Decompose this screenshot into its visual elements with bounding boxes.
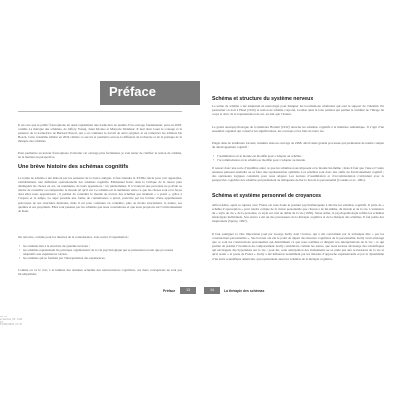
history-paragraph-2: On retrouve, comme pour les théories de la connaissance, trois sortes d’organisation :	[18, 235, 130, 239]
right-page	[200, 0, 400, 400]
paragraph-6: Il faut souligner la vibe importante joué par George Kelly dont l’œuvre, qui a été concrétisée par la technique dite « par les constructions personnelles ». Ses travaux ont été le point de départ des théories cognitives de la personnalité. Kelly avait envisagé que ce sont les constructions personnelles qui déterminent ce que nous sommes et dirigent nos interprétations de la vie ; ce qui permet de prédire l’évolution du comportement. Kelly considérait, comme les autres, que nous serions davantage des scientifiques qui envisagent des hypothèses sur la vie ; pour lui, cette anticipation des événements ne se prête pas aux accusations de la vie et qu’il serait « le poète de Freud ». Kelly a été influencé notamment par les théories d’approche expériencielle et par le dynamisme d’un autre scientifique américain, qui représentent aussi les schémas de la thérapie cognitive.	[212, 232, 384, 261]
history-paragraph: Le terme de schéma a été élaboré par les penseurs de la Grèce antique, il faut attendre le XVIIIe siècle pour voir apparaître, véritablement, une définition opérationnelle des schémas cognitifs. Emmanuel Kant, dans la Critique de la raison pure distinguait les choses en soi, ou noumènes, de leurs apparences : les phénomènes. Il n’avançait que personne ne pouvait se rendre de connaître ou comprendre le monde tel qu’il est. Le schéma est le médiateur entre ce que les choses sont et la façon dont elles nous apparaissent ; il permet de connaître le monde au travers des schémas qui résultent « a priori », grâce à l’espace et le temps. Le sujet possède une forme de connaissance a priori, prescrite par les formes d’une appréhension préconçue de ses structures mentales, mais il est pour continuer en connaître, plus ou moins exactement, la nature, ses qualités et ses propriétés. Elles sont pensées par les schémas que nous construisons et que nous projetons sur l’environnement de Kant.	[18, 176, 182, 213]
piaget-bullet-list	[212, 154, 384, 162]
page-title: Préface	[109, 84, 156, 99]
history-paragraph-3: Comme on va le voir, à la lumière des données actuelles des neurosciences cognitives, ces deux conceptions ne sont pas incompatibles.	[18, 268, 182, 277]
page-number: 13	[180, 287, 196, 294]
list-item: • les schémas qui se forment par l’interprétation des expériences.	[18, 256, 182, 260]
history-bullet-list	[18, 244, 182, 260]
binder-line: de la sciences_03.indd 13	[0, 316, 23, 324]
running-head: Préface	[163, 289, 176, 293]
list-item: • l’assimilation où le monde est modifié pour s’adapter au schéma ;	[212, 154, 384, 158]
paragraph-1: Le terme de schéma a été emprunté en neurologie pour désigner les localisations cérébrales qui sont le support de l’identité. En particulier on doit à Head (1910) la notion de schéma corporel, localisé dans le lobe pariétal qui permet la stabilité de l’image du corps et donc de la représentation de soi, en tant que l’auteur.	[212, 104, 384, 117]
list-item: • l’accommodation où le schéma se modifie pour s’adapter au monde.	[212, 158, 384, 162]
section-heading-beliefs: Schéma et système personnel de croyances	[212, 193, 321, 199]
section-heading-structure: Schéma et structure du système nerveux	[212, 96, 314, 102]
intro-paragraph: Il est rare que le public francophone ait aussi rapidement une traduction de qualité d’un ouvrage fondamental, paru en 2003, comme La thérapie des schémas, de Jeffrey Young, Janet Klosko et Marjorie Weishaar. Il faut donc louer le courage et la patience de la traductrice de Bernard Pascal, qui a su continuer le travail de suivi original, et en remercier les éditions De Boeck. Cette troisième édition en 2024 célèbre ce succès et permettra encore la diffusion de la théorie et de la pratique de la thérapie des schémas.	[18, 123, 182, 144]
page-number: 14	[204, 287, 220, 294]
paragraph-3: Piaget dans de nombreux travaux, résumés dans un ouvrage de 1968, décrit deux grands processus qui permettent de rendre compte du développement cognitif :	[212, 141, 384, 150]
paragraph-4: Il ressort donc une sorte d’équilibre entre ce que les schémas nous imposent et le monde lui-même ; mais il faut que l’une et l’autre jeunesse puissent atteindre ou se faire une représentation optimale. Les schémas sont donc des outils du fonctionnement cognitif ; des opérateurs logiques construits pour nous adapter. Les notions d’assimilation et d’accommodation s’articulent avec la perspective cognitive des schémas qui permettent au thérapeute de lier le lien de la personnalité (Cousins et al., 1991).	[212, 166, 384, 183]
section-heading: Une brève histoire des schémas cognitifs	[18, 164, 129, 170]
title-rule	[18, 111, 182, 112]
intro-paragraph-2: Pour permettre au lecteur francophone d’aborder cet ouvrage plus facilement, je vais tenter de clarifier la notion de schéma, en la mettant en perspective.	[18, 151, 182, 160]
list-item: • les schémas représentant les principes organisateurs de la vie psychologique qui se présentent en tant que processus adaptatifs aux expériences vécues.	[18, 248, 182, 256]
binder-slug	[0, 316, 26, 400]
paragraph-2: Le grand neuropsychologue de la mémoire Bartlett (1932) rattache les schémas cognitifs à la mémoire sémantique. Il s’agit d’un ensemble organisé qui conserve les significations, les concepts et les faits de notre vie.	[212, 125, 384, 134]
binder-line: 13/06/2024 17:27	[0, 323, 23, 327]
running-head: La thérapie des schémas	[224, 289, 265, 293]
paragraph-5: Alfred Adler, après sa rupture avec Freud, est sans doute le premier psychothérapeute à décrire les schémas cognitifs. Il parle de « schéma d’aperception » pour rendre compte de la vision personnelle que chacun a de lui-même, du monde et de la vie. L’existence du « style de vie » de la personne, ce style est créé au début de la vie (1930). Selon Adler, la psychopathologie reflète les schémas stéréotypés individuels. Son œuvre a été un des précurseurs de la thérapie cognitive et de la thérapie des schémas. Il fait partie des inspirateurs (Sperry, 1997).	[212, 203, 384, 224]
list-item: • les schémas liés à la structure du système nerveux ;	[18, 244, 182, 248]
